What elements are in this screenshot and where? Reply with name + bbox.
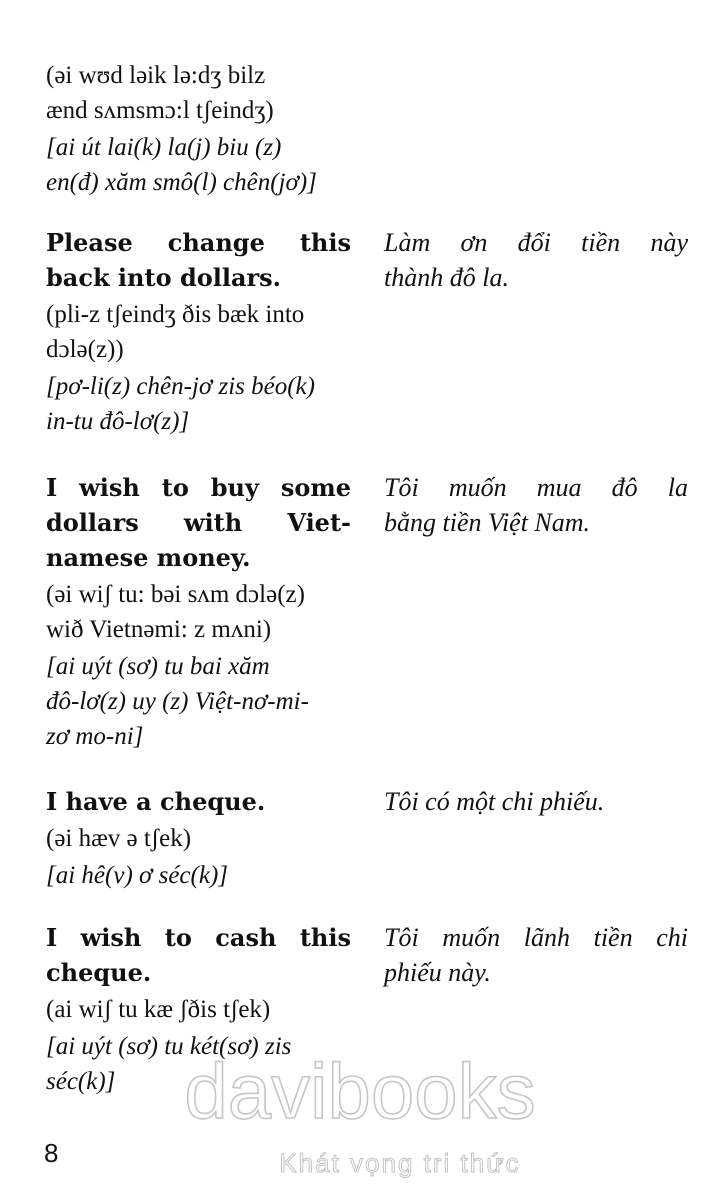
pron-line: [pơ-li(z) chên-jơ zis béo(k)	[46, 373, 315, 400]
english-line: I wish to cash this	[46, 923, 351, 952]
english-line: I wish to buy some	[46, 473, 351, 502]
vietnamese-translation	[384, 470, 688, 540]
pron-line: [ai hê(v) ơ séc(k)]	[46, 862, 229, 889]
pron-line: [ai uýt (sơ) tu bai xăm	[46, 653, 270, 680]
ipa-line: (əi wʊd ləik lə:dʒ bilz	[46, 62, 266, 89]
vietnamese-translation	[384, 784, 688, 819]
english-line: namese money.	[46, 543, 251, 572]
vietnamese-translation	[384, 920, 688, 990]
english-line: Please change this	[46, 228, 351, 257]
vietnamese-pronunciation	[46, 130, 351, 200]
pron-line: đô-lơ(z) uy (z) Việt-nơ-mi-	[46, 688, 309, 715]
pron-line: in-tu đô-lơ(z)]	[46, 408, 190, 435]
page-number: 8	[44, 1138, 59, 1168]
english-line: I have a cheque.	[46, 787, 266, 816]
ipa-transcription	[46, 297, 351, 367]
english-phrase	[46, 470, 351, 575]
watermark-tagline: Khát vọng tri thức	[279, 1148, 521, 1178]
phrase-left-column	[46, 225, 351, 439]
ipa-transcription	[46, 58, 351, 128]
english-phrase	[46, 784, 351, 819]
english-line: dollars with Viet-	[46, 508, 351, 537]
pron-line: en(đ) xăm smô(l) chên(jơ)]	[46, 169, 317, 196]
vietnamese-pronunciation	[46, 649, 351, 754]
ipa-line: (əi hæv ə tʃek)	[46, 825, 192, 852]
pron-line: [ai út lai(k) la(j) biu (z)	[46, 134, 282, 161]
ipa-line: (əi wiʃ tu: bəi sʌm dɔlə(z)	[46, 581, 305, 608]
ipa-transcription	[46, 577, 351, 647]
translation-line: Tôi muốn lãnh tiền chi	[384, 923, 688, 952]
phrase-left-column	[46, 784, 351, 893]
watermark-logo	[150, 1050, 570, 1180]
translation-line: Tôi có một chi phiếu.	[384, 787, 605, 816]
ipa-line: ænd sʌmsmɔ:l tʃeindʒ)	[46, 97, 274, 124]
english-phrase	[46, 225, 351, 295]
vietnamese-pronunciation	[46, 369, 351, 439]
watermark-brand: davibooks	[184, 1050, 536, 1135]
vietnamese-translation	[384, 225, 688, 295]
ipa-line: wið Vietnəmi: z mʌni)	[46, 616, 272, 643]
translation-line: thành đô la.	[384, 263, 509, 292]
english-line: cheque.	[46, 958, 152, 987]
vietnamese-pronunciation	[46, 858, 351, 893]
ipa-transcription	[46, 992, 351, 1027]
ipa-transcription	[46, 821, 351, 856]
pron-line: zơ mo-ni]	[46, 723, 144, 750]
translation-line: phiếu này.	[384, 958, 491, 987]
translation-line: bằng tiền Việt Nam.	[384, 508, 591, 537]
pron-line: [ai uýt (sơ) tu két(sơ) zis	[46, 1033, 292, 1060]
english-line: back into dollars.	[46, 263, 282, 292]
ipa-line: (ai wiʃ tu kæ ʃðis tʃek)	[46, 996, 271, 1023]
pron-line: séc(k)]	[46, 1068, 116, 1095]
phrase-left-column	[46, 470, 351, 754]
ipa-line: (pli-z tʃeindʒ ðis bæk into	[46, 301, 305, 328]
english-phrase	[46, 920, 351, 990]
ipa-line: dɔlə(z))	[46, 336, 124, 363]
translation-line: Làm ơn đổi tiền này	[384, 228, 688, 257]
translation-line: Tôi muốn mua đô la	[384, 473, 688, 502]
fragment-left-column	[46, 58, 351, 200]
